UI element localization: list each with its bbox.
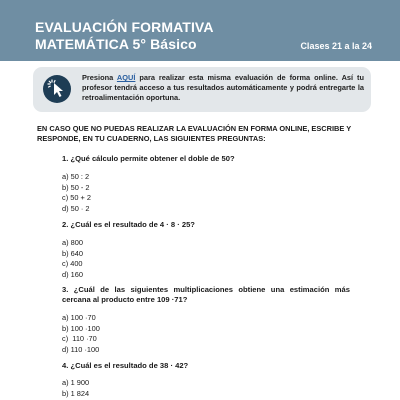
online-evaluation-link[interactable]: AQUÍ [116,73,136,82]
info-text-after: para realizar esta misma evaluación de forma online. Así tu profesor tendrá acceso a tus resultados automáticamente y podrá entregarte la retroalimentación oportuna. [82,73,364,102]
question-2: 2. ¿Cuál es el resultado de 4 · 8 · 25? [62,220,195,229]
option: d) 110 ·100 [62,344,100,354]
header-banner [0,0,400,61]
option: b) 100 ·100 [62,323,100,333]
question-1-options [62,172,91,214]
question-3: 3. ¿Cuál de las siguientes multiplicaciones obtiene una estimación más cercana al producto entre 109 ·71? [62,285,350,305]
online-info-text [82,73,364,103]
question-1: 1. ¿Qué cálculo permite obtener el doble de 50? [62,154,235,163]
option: a) 800 [62,238,83,247]
option: b) 1 824 [62,388,90,398]
option: d) 160 [62,269,83,279]
page-subtitle: MATEMÁTICA 5° Básico [35,36,197,52]
clases-label: Clases 21 a la 24 [300,41,372,51]
instructions-text: EN CASO QUE NO PUEDAS REALIZAR LA EVALUACIÓN EN FORMA ONLINE, ESCRIBE Y RESPONDE, EN TU CUADERNO, LAS SIGUIENTES PREGUNTAS: [37,124,351,143]
question-4: 4. ¿Cuál es el resultado de 38 · 42? [62,361,189,370]
option: c) 50 + 2 [62,193,91,203]
online-info-box [33,67,371,112]
option: c) 110 ·70 [62,334,97,344]
question-2-options [62,238,83,280]
option: d) 50 · 2 [62,203,90,213]
option: a) 50 : 2 [62,172,90,181]
cursor-click-icon [43,75,71,103]
option: b) 50 - 2 [62,182,90,192]
question-4-options [62,378,89,399]
option: b) 640 [62,248,83,258]
option: a) 1 900 [62,378,90,387]
option: a) 100 ·70 [62,313,96,322]
page-title: EVALUACIÓN FORMATIVA [35,19,214,35]
info-text-before: Presiona [82,73,117,82]
question-3-options [62,313,100,355]
option: c) 400 [62,259,83,269]
